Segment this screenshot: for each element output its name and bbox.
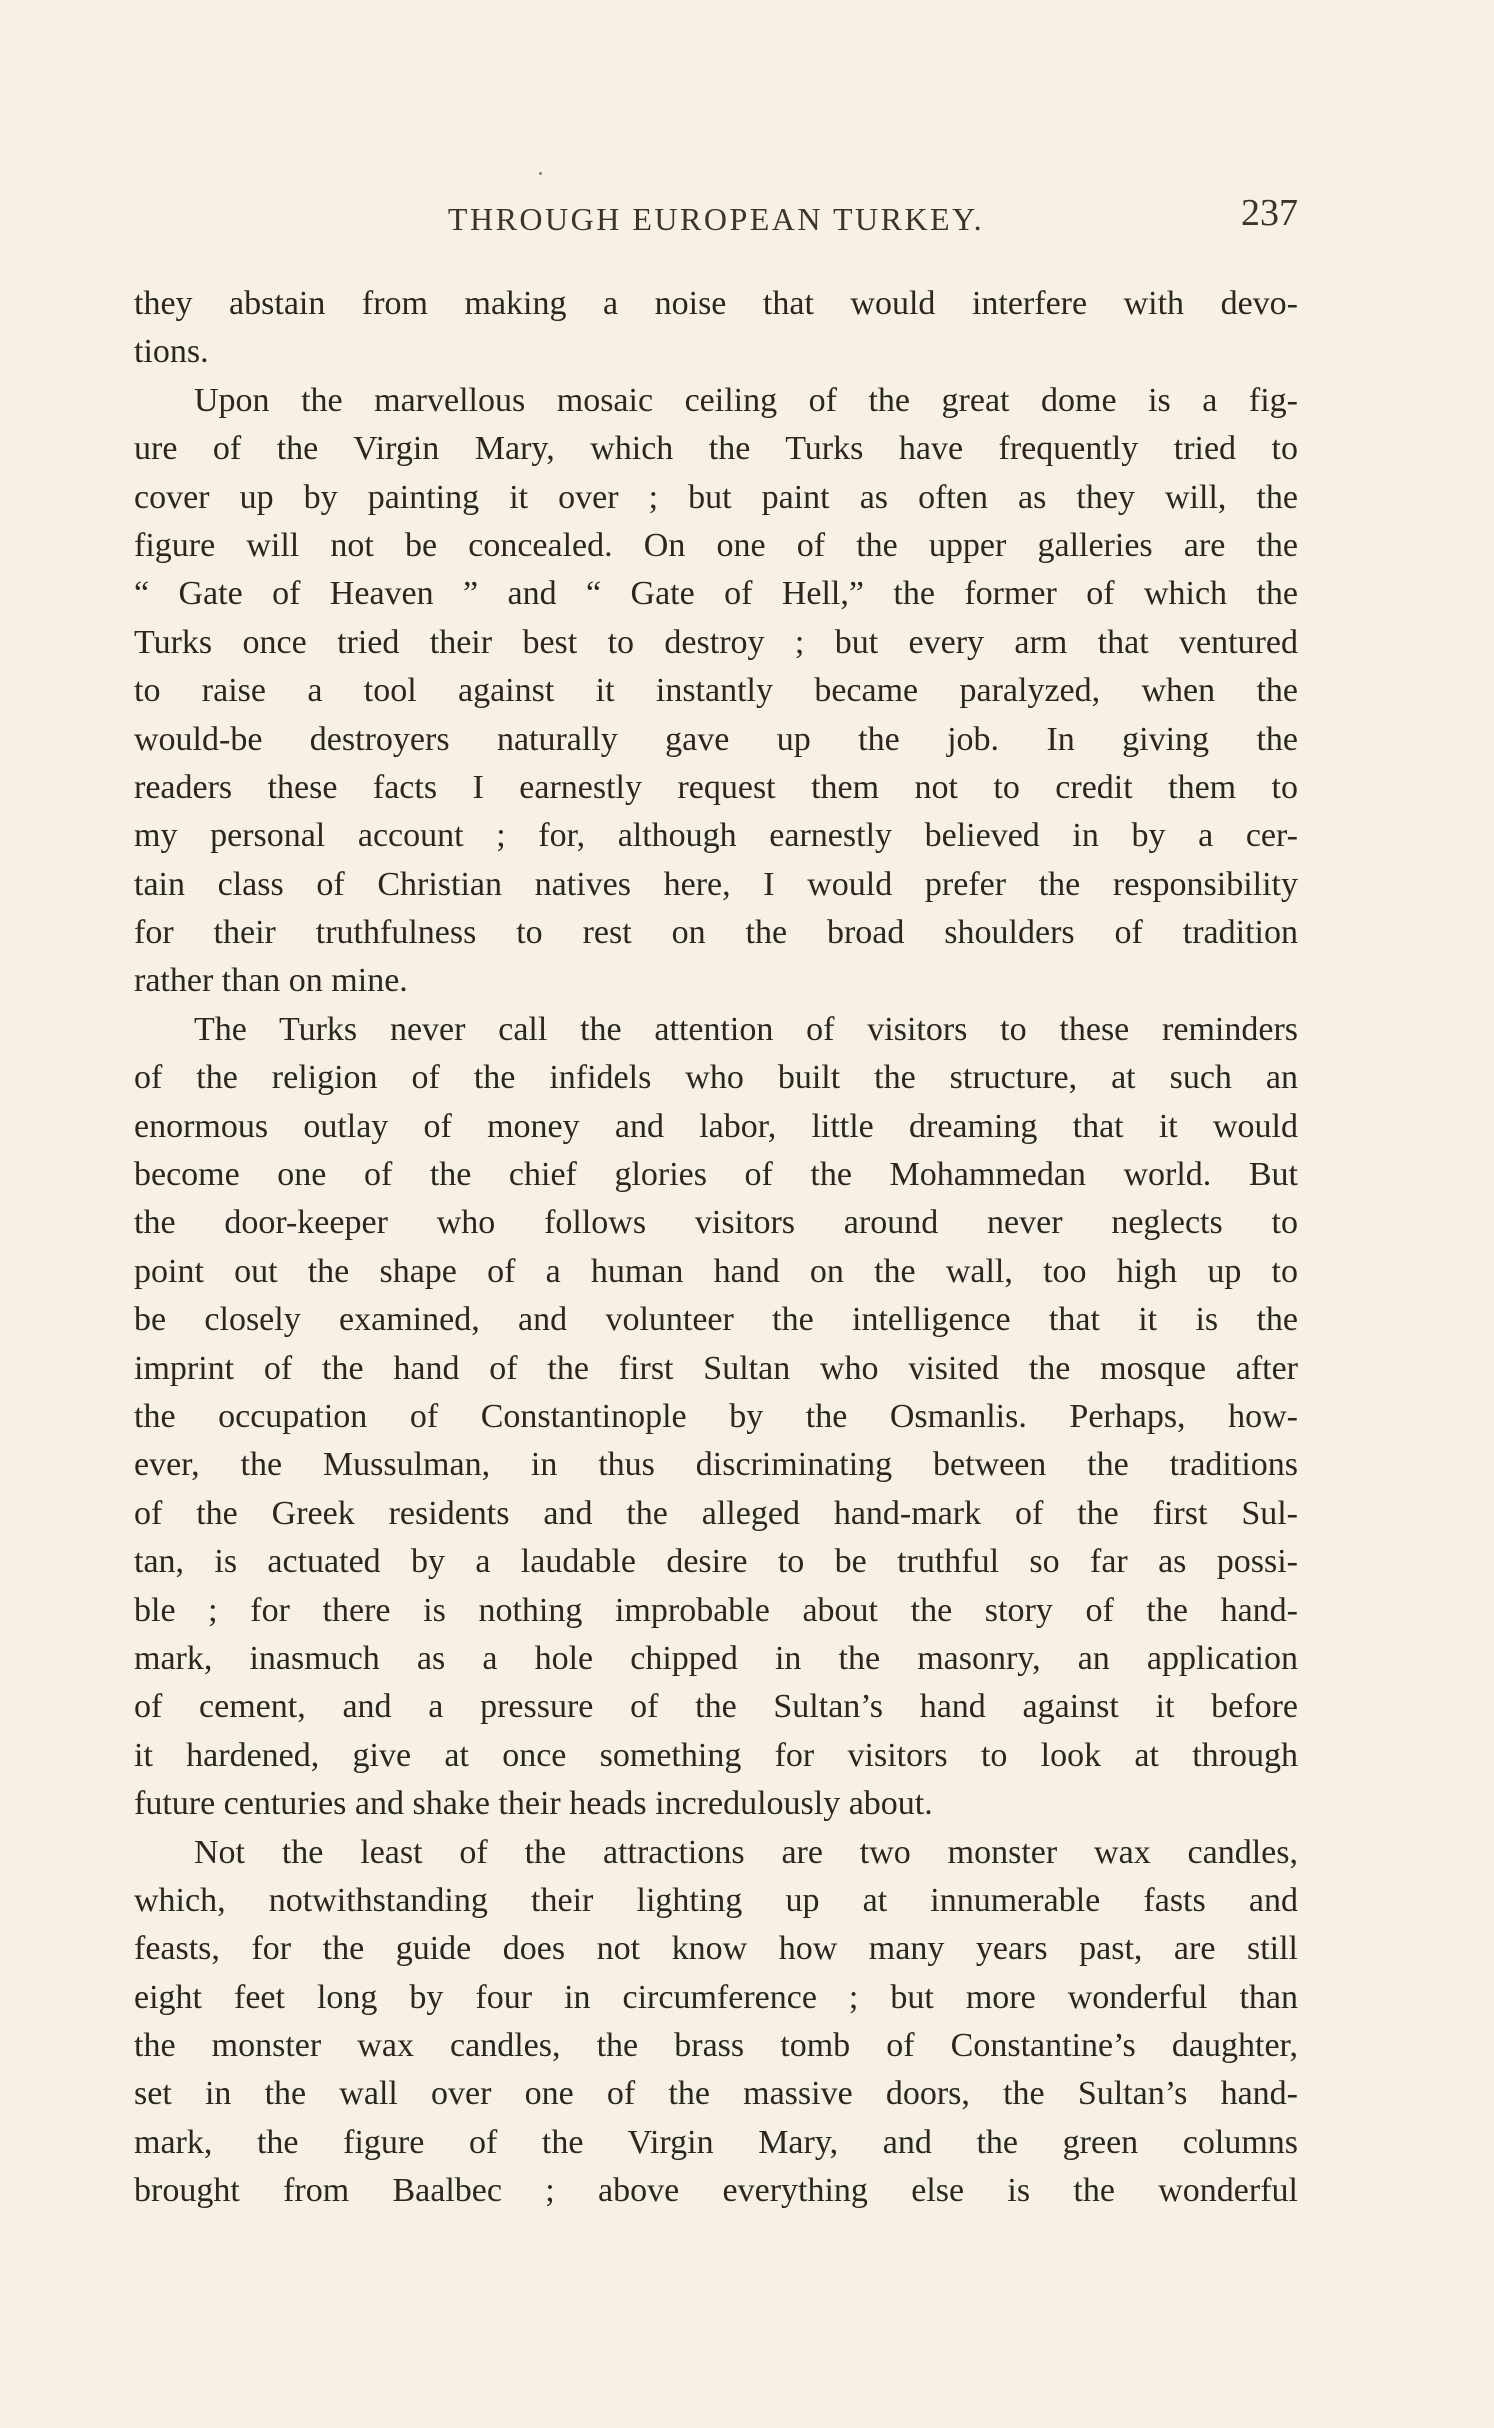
text-line: feasts, for the guide does not know how many years past, are still	[134, 1930, 1298, 1968]
text-line: tan, is actuated by a laudable desire to be truthful so far as possi-	[134, 1543, 1298, 1581]
text-line: figure will not be concealed. On one of the upper galleries are the	[134, 526, 1298, 564]
text-line: rather than on mine.	[134, 962, 408, 1000]
text-line: brought from Baalbec ; above everything else is the wonderful	[134, 2172, 1298, 2210]
text-line: for their truthfulness to rest on the broad shoulders of tradition	[134, 914, 1298, 952]
text-line: become one of the chief glories of the Mohammedan world. But	[134, 1156, 1298, 1194]
print-speck	[539, 172, 542, 175]
text-line: future centuries and shake their heads incredulously about.	[134, 1785, 933, 1823]
text-line: tions.	[134, 333, 209, 371]
text-line: readers these facts I earnestly request them not to credit them to	[134, 768, 1298, 806]
page-number: 237	[1241, 192, 1298, 234]
text-line: The Turks never call the attention of visitors to these reminders	[194, 1010, 1298, 1048]
text-line: ble ; for there is nothing improbable about the story of the hand-	[134, 1591, 1298, 1629]
text-line: tain class of Christian natives here, I would prefer the responsibility	[134, 865, 1298, 903]
text-line: enormous outlay of money and labor, little dreaming that it would	[134, 1107, 1298, 1145]
text-line: of the religion of the infidels who built the structure, at such an	[134, 1059, 1298, 1097]
text-line: it hardened, give at once something for visitors to look at through	[134, 1736, 1298, 1774]
text-line: of cement, and a pressure of the Sultan’s hand against it before	[134, 1688, 1298, 1726]
text-line: which, notwithstanding their lighting up at innumerable fasts and	[134, 1881, 1298, 1919]
text-line: Turks once tried their best to destroy ; but every arm that ventured	[134, 623, 1298, 661]
text-line: ure of the Virgin Mary, which the Turks have frequently tried to	[134, 430, 1298, 468]
text-line: set in the wall over one of the massive doors, the Sultan’s hand-	[134, 2075, 1298, 2113]
text-line: eight feet long by four in circumference ; but more wonderful than	[134, 1978, 1298, 2016]
text-line: point out the shape of a human hand on the wall, too high up to	[134, 1252, 1298, 1290]
text-line: the monster wax candles, the brass tomb of Constantine’s daughter,	[134, 2027, 1298, 2065]
text-line: to raise a tool against it instantly became paralyzed, when the	[134, 672, 1298, 710]
text-line: “ Gate of Heaven ” and “ Gate of Hell,” the former of which the	[134, 575, 1298, 613]
text-line: would-be destroyers naturally gave up the job. In giving the	[134, 720, 1298, 758]
text-line: Upon the marvellous mosaic ceiling of the great dome is a fig-	[194, 381, 1298, 419]
text-line: mark, the figure of the Virgin Mary, and the green columns	[134, 2123, 1298, 2161]
text-line: ever, the Mussulman, in thus discriminating between the traditions	[134, 1446, 1298, 1484]
text-line: mark, inasmuch as a hole chipped in the masonry, an application	[134, 1639, 1298, 1677]
text-line: cover up by painting it over ; but paint as often as they will, the	[134, 478, 1298, 516]
text-line: imprint of the hand of the first Sultan who visited the mosque after	[134, 1349, 1298, 1387]
text-line: Not the least of the attractions are two monster wax candles,	[194, 1833, 1298, 1871]
text-line: be closely examined, and volunteer the intelligence that it is the	[134, 1301, 1298, 1339]
text-line: they abstain from making a noise that would interfere with devo-	[134, 285, 1298, 322]
body-text	[134, 280, 1298, 2216]
running-title: THROUGH EUROPEAN TURKEY.	[447, 201, 985, 237]
text-line: the occupation of Constantinople by the Osmanlis. Perhaps, how-	[134, 1397, 1298, 1435]
page-header	[134, 194, 1298, 244]
text-line: the door-keeper who follows visitors around never neglects to	[134, 1204, 1298, 1242]
text-line: of the Greek residents and the alleged hand-mark of the first Sul-	[134, 1494, 1298, 1532]
text-line: my personal account ; for, although earnestly believed in by a cer-	[134, 817, 1298, 855]
